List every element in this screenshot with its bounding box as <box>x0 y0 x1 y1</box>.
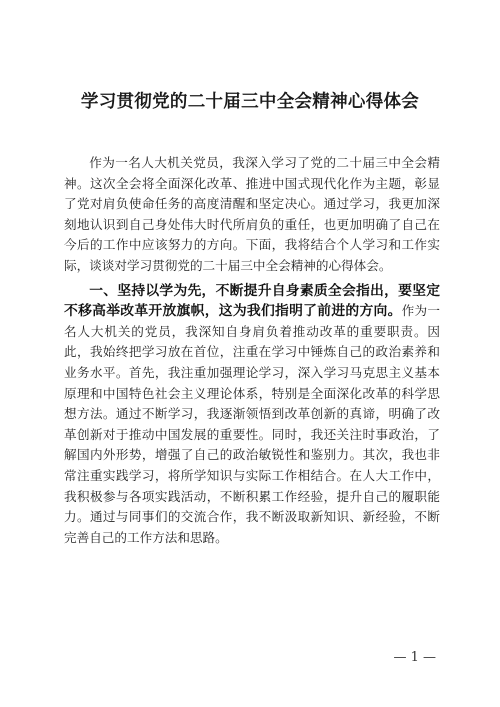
document-body <box>64 153 440 548</box>
intro-paragraph: 作为一名人大机关党员，我深入学习了党的二十届三中全会精神。这次全会将全面深化改革、推进中国式现代化作为主题，彰显了党对肩负使命任务的高度清醒和坚定决心。通过学习，我更加深刻地认识到自己身处伟大时代所肩负的重任，也更加明确了自己在今后的工作中应该努力的方向。下面，我将结合个人学习和工作实际，谈谈对学习贯彻党的二十届三中全会精神的心得体会。 <box>64 155 440 273</box>
section-one-paragraph <box>64 281 440 549</box>
section-one-body: 作为一名人大机关的党员，我深知自身肩负着推动改革的重要职责。因此，我始终把学习放在首位，注重在学习中锤炼自己的政治素养和业务水平。首先，我注重加强理论学习，深入学习马克思主义基本原理和中国特色社会主义理论体系，特别是全面深化改革的科学思想方法。通过不断学习，我逐渐领悟到改革创新的真谛，明确了改革创新对于推动中国发展的重要性。同时，我还关注时事政治，了解国内外形势，增强了自己的政治敏锐性和鉴别力。其次，我也非常注重实践学习，将所学知识与实际工作相结合。在人大工作中，我积极参与各项实践活动，不断积累工作经验，提升自己的履职能力。通过与同事们的交流合作，我不断汲取新知识、新经验，不断完善自己的工作方法和思路。 <box>64 303 440 545</box>
section-one-heading: 一、坚持以学为先，不断提升自身素质全会指出，要坚定不移高举改革开放旗帜，这为我们指明了前进的方向。 <box>64 282 440 320</box>
page-number: — 1 — <box>393 650 436 665</box>
document-title: 学习贯彻党的二十届三中全会精神心得体会 <box>80 92 420 112</box>
